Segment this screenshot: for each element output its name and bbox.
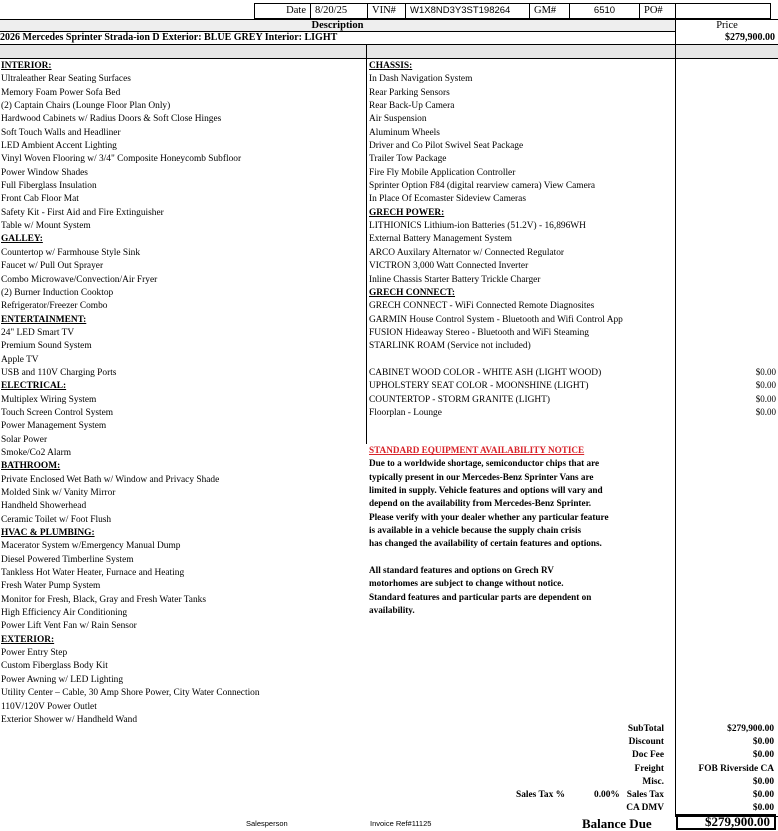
option-price-list xyxy=(680,366,776,419)
left-feature-item: Vinyl Woven Flooring w/ 3/4" Composite Honeycomb Subfloor xyxy=(1,154,242,165)
notice-line: Due to a worldwide shortage, semiconductor chips that are xyxy=(369,458,600,469)
left-feature-item: Handheld Showerhead xyxy=(1,501,87,512)
docfee-row xyxy=(500,749,778,762)
freight-value: FOB Riverside CA xyxy=(698,763,774,774)
option-price: $0.00 xyxy=(755,407,776,418)
notice-line: Please verify with your dealer whether any particular feature xyxy=(369,511,609,522)
left-feature-section-heading: HVAC & PLUMBING: xyxy=(1,528,95,539)
sales-tax-rate-value: 0.00% xyxy=(594,789,620,800)
cadmv-value: $0.00 xyxy=(752,803,774,814)
left-feature-item: Power Entry Step xyxy=(1,648,68,659)
middle-feature-item: GRECH CONNECT - WiFi Connected Remote Diagnosites xyxy=(369,301,595,312)
description-header-row xyxy=(0,19,778,32)
totals-block xyxy=(500,723,778,815)
left-feature-item: Combo Microwave/Convection/Air Fryer xyxy=(1,274,158,285)
left-feature-item: Table w/ Mount System xyxy=(1,221,91,232)
middle-feature-item: Aluminum Wheels xyxy=(369,127,440,138)
left-feature-item: Utility Center – Cable, 30 Amp Shore Power, City Water Connection xyxy=(1,688,260,699)
middle-feature-item: Floorplan - Lounge xyxy=(369,407,442,418)
middle-feature-item: COUNTERTOP - STORM GRANITE (LIGHT) xyxy=(369,394,551,405)
invoice-header xyxy=(254,3,771,19)
option-price: $0.00 xyxy=(755,380,776,391)
left-feature-section-heading: BATHROOM: xyxy=(1,461,61,472)
middle-feature-item: Rear Back-Up Camera xyxy=(369,101,455,112)
left-feature-section-heading: ELECTRICAL: xyxy=(1,381,67,392)
notice-line xyxy=(369,551,609,564)
option-price: $0.00 xyxy=(755,393,776,404)
left-feature-item: Molded Sink w/ Vanity Mirror xyxy=(1,488,116,498)
column-divider-right xyxy=(675,59,676,817)
middle-feature-item: STARLINK ROAM (Service not included) xyxy=(369,341,531,352)
left-feature-item: Touch Screen Control System xyxy=(1,407,114,418)
middle-feature-item: VICTRON 3,000 Watt Connected Inverter xyxy=(369,261,529,272)
invoice-footer xyxy=(0,814,778,831)
sales-tax-rate-label: Sales Tax % xyxy=(516,789,565,800)
left-feature-item: High Efficiency Air Conditioning xyxy=(1,608,128,619)
option-price: $0.00 xyxy=(755,367,776,377)
docfee-label: Doc Fee xyxy=(631,750,664,761)
left-feature-item: Monitor for Fresh, Black, Gray and Fresh Water Tanks xyxy=(1,594,206,605)
model-line: 2026 Mercedes Sprinter Strada-ion D Exterior: BLUE GREY Interior: LIGHT xyxy=(0,32,338,43)
subtotal-value: $279,900.00 xyxy=(727,724,774,734)
left-feature-item: 110V/120V Power Outlet xyxy=(1,701,97,712)
left-feature-column xyxy=(1,60,260,727)
misc-label: Misc. xyxy=(642,776,664,787)
middle-feature-item: GARMIN House Control System - Bluetooth and Wifi Control App xyxy=(369,314,623,325)
left-feature-item: Power Lift Vent Fan w/ Rain Sensor xyxy=(1,621,137,632)
left-feature-item: Refrigerator/Freezer Combo xyxy=(1,301,108,312)
left-feature-item: Macerator System w/Emergency Manual Dump xyxy=(1,541,181,552)
date-value: 8/20/25 xyxy=(310,3,367,19)
middle-feature-section-heading: CHASSIS: xyxy=(369,61,413,71)
notice-line: limited in supply. Vehicle features and options will vary and xyxy=(369,485,603,496)
sales-tax-label: Sales Tax xyxy=(626,789,664,800)
notice-title: STANDARD EQUIPMENT AVAILABILITY NOTICE xyxy=(369,445,585,455)
docfee-value: $0.00 xyxy=(752,750,774,761)
left-feature-item: Premium Sound System xyxy=(1,341,92,352)
left-feature-item: Power Management System xyxy=(1,421,107,432)
balance-due-value: $279,900.00 xyxy=(676,814,776,830)
middle-feature-section-heading: GRECH CONNECT: xyxy=(369,287,456,298)
left-feature-item: Safety Kit - First Aid and Fire Extinguisher xyxy=(1,207,164,218)
left-feature-item: Countertop w/ Farmhouse Style Sink xyxy=(1,247,141,258)
gm-label: GM# xyxy=(529,3,569,19)
left-feature-item: Full Fiberglass Insulation xyxy=(1,181,97,192)
left-feature-item: Multiplex Wiring System xyxy=(1,394,97,405)
middle-feature-item: Rear Parking Sensors xyxy=(369,87,450,98)
middle-feature-item: UPHOLSTERY SEAT COLOR - MOONSHINE (LIGHT) xyxy=(369,381,589,392)
left-feature-item: Memory Foam Power Sofa Bed xyxy=(1,87,121,98)
discount-row xyxy=(500,736,778,749)
middle-feature-item: External Battery Management System xyxy=(369,234,512,245)
left-feature-item: Private Enclosed Wet Bath w/ Window and Privacy Shade xyxy=(1,474,220,485)
notice-line: All standard features and options on Grech RV xyxy=(369,565,554,576)
left-feature-item: Soft Touch Walls and Headliner xyxy=(1,127,121,138)
left-feature-item: USB and 110V Charging Ports xyxy=(1,367,117,378)
invoice-ref: Invoice Ref#11125 xyxy=(370,819,432,828)
salesperson-label: Salesperson xyxy=(246,819,288,828)
left-feature-section-heading: EXTERIOR: xyxy=(1,634,55,645)
freight-row xyxy=(500,763,778,776)
left-feature-item: Hardwood Cabinets w/ Radius Doors & Soft Close Hinges xyxy=(1,114,222,125)
model-row xyxy=(0,32,778,45)
cadmv-label: CA DMV xyxy=(626,803,664,814)
description-header: Description xyxy=(311,20,364,31)
left-feature-item: Front Cab Floor Mat xyxy=(1,194,79,205)
left-feature-item: Smoke/Co2 Alarm xyxy=(1,447,72,458)
middle-feature-item: ARCO Auxilary Alternator w/ Connected Regulator xyxy=(369,247,565,258)
availability-notice xyxy=(369,444,609,617)
middle-feature-item: Sprinter Option F84 (digital rearview camera) View Camera xyxy=(369,181,596,192)
left-feature-section-heading: INTERIOR: xyxy=(1,61,52,71)
middle-feature-spacer xyxy=(369,354,623,367)
middle-feature-item: In Place Of Ecomaster Sideview Cameras xyxy=(369,194,526,205)
left-feature-item: Tankless Hot Water Heater, Furnace and Heating xyxy=(1,568,185,579)
middle-feature-item: Fire Fly Mobile Application Controller xyxy=(369,167,516,178)
middle-feature-item: Driver and Co Pilot Swivel Seat Package xyxy=(369,141,524,152)
left-feature-item: Power Window Shades xyxy=(1,167,88,178)
middle-feature-item: Trailer Tow Package xyxy=(369,154,447,165)
date-label: Date xyxy=(254,3,310,19)
notice-line: availability. xyxy=(369,605,415,616)
sales-tax-row xyxy=(500,789,778,802)
middle-feature-item: LITHIONICS Lithium-ion Batteries (51.2V) - 16,896WH xyxy=(369,221,586,232)
grey-divider-band xyxy=(0,45,778,59)
middle-feature-section-heading: GRECH POWER: xyxy=(369,207,445,218)
balance-due-label: Balance Due xyxy=(582,816,652,831)
left-feature-item: Apple TV xyxy=(1,354,39,365)
misc-value: $0.00 xyxy=(752,776,774,787)
column-divider-left xyxy=(366,59,367,444)
misc-row xyxy=(500,776,778,789)
left-feature-item: LED Ambient Accent Lighting xyxy=(1,141,117,152)
middle-feature-item: Air Suspension xyxy=(369,114,427,125)
left-feature-item: 24" LED Smart TV xyxy=(1,327,75,338)
discount-label: Discount xyxy=(628,737,664,748)
left-feature-item: Ultraleather Rear Seating Surfaces xyxy=(1,74,131,85)
vin-label: VIN# xyxy=(367,3,405,19)
middle-feature-item: In Dash Navigation System xyxy=(369,74,473,85)
left-feature-item: Power Awning w/ LED Lighting xyxy=(1,674,124,685)
notice-line: depend on the availability from Mercedes-Benz Sprinter. xyxy=(369,498,592,509)
middle-feature-item: FUSION Hideaway Stereo - Bluetooth and WiFi Steaming xyxy=(369,327,589,338)
left-feature-item: Exterior Shower w/ Handheld Wand xyxy=(1,714,138,725)
left-feature-section-heading: GALLEY: xyxy=(1,234,43,245)
notice-line: motorhomes are subject to change without notice. xyxy=(369,578,564,589)
left-feature-item: (2) Captain Chairs (Lounge Floor Plan Only) xyxy=(1,101,171,112)
left-feature-item: (2) Burner Induction Cooktop xyxy=(1,287,114,298)
discount-value: $0.00 xyxy=(752,737,774,748)
middle-feature-item: Inline Chassis Starter Battery Trickle Charger xyxy=(369,274,541,285)
notice-line: has changed the availability of certain features and options. xyxy=(369,538,602,549)
notice-line: typically present in our Mercedes-Benz Sprinter Vans are xyxy=(369,471,594,482)
left-feature-item: Faucet w/ Pull Out Sprayer xyxy=(1,261,104,272)
left-feature-item: Ceramic Toilet w/ Foot Flush xyxy=(1,514,112,525)
notice-line: is available in a vehicle because the supply chain crisis xyxy=(369,525,582,536)
freight-label: Freight xyxy=(634,763,664,774)
left-feature-item: Solar Power xyxy=(1,434,48,445)
subtotal-label: SubTotal xyxy=(627,724,664,734)
base-price: $279,900.00 xyxy=(675,32,778,45)
po-value xyxy=(675,3,771,19)
left-feature-item: Custom Fiberglass Body Kit xyxy=(1,661,108,672)
sales-tax-value: $0.00 xyxy=(752,789,774,800)
left-feature-item: Diesel Powered Timberline System xyxy=(1,554,134,565)
gm-value: 6510 xyxy=(569,3,639,19)
middle-feature-item: CABINET WOOD COLOR - WHITE ASH (LIGHT WOOD) xyxy=(369,367,602,378)
left-feature-item: Fresh Water Pump System xyxy=(1,581,101,592)
vin-value: W1X8ND3Y3ST198264 xyxy=(405,3,529,19)
middle-feature-column xyxy=(369,60,623,420)
left-feature-section-heading: ENTERTAINMENT: xyxy=(1,314,87,325)
notice-line: Standard features and particular parts are dependent on xyxy=(369,591,592,602)
price-header: Price xyxy=(675,20,778,32)
po-label: PO# xyxy=(639,3,675,19)
subtotal-row xyxy=(500,723,778,736)
